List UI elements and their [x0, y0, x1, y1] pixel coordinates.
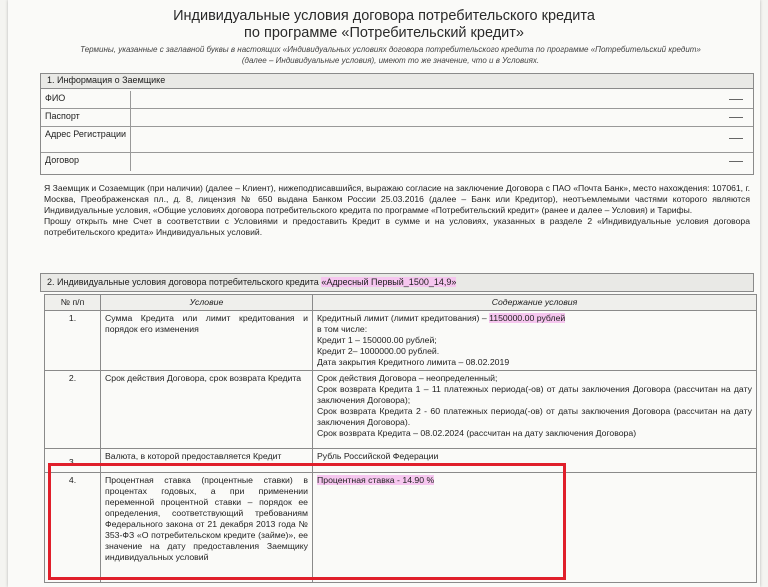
- column-header-content: Содержание условия: [313, 295, 757, 311]
- content-line: Срок возврата Кредита 1 – 11 платежных периода(-ов) от даты заключения Договора (рассчитан на дату заключения Договора);: [317, 384, 752, 405]
- table-row: [45, 311, 757, 371]
- interest-rate-callout: [48, 463, 566, 580]
- column-header-condition: Условие: [101, 295, 313, 311]
- credit-limit-amount: 1150000.00 рублей: [489, 313, 566, 323]
- credit-limit-line: [317, 313, 752, 324]
- content-line: Срок возврата Кредита – 08.02.2024 (рассчитан на дату заключения Договора): [317, 428, 637, 438]
- program-name: «Адресный Первый_1500_14,9»: [321, 277, 457, 287]
- field-row-address: [41, 127, 753, 153]
- consent-paragraph-2: Прошу открыть мне Счет в соответствии с Условиями и предоставить Кредит в сумме и на условиях, указанных в разделе 2 «Индивидуальные условия договора потребительского кредита» Индивидуальных условий.: [44, 216, 750, 237]
- interest-rate-value: Процентная ставка - 14.90 %: [317, 475, 435, 485]
- row-condition: Процентная ставка (процентные ставки) в процентах годовых, а при применении переменной процентной ставки – порядок ее определения, соответствующий требованиям Федерального закона от 21 декабря 2013 года № 353-ФЗ «О потребительском кредите (займе)», ее значение на дату предоставления Заемщику индивидуальных условий: [101, 473, 313, 583]
- document-title: Индивидуальные условия договора потребительского кредита: [173, 8, 595, 24]
- terms-note-line-2: (далее – Индивидуальные условия), имеют то же значение, что и в Условиях.: [241, 56, 540, 65]
- row-content: Рубль Российской Федерации: [313, 449, 757, 473]
- terms-note-line-1: Термины, указанные с заглавной буквы в настоящих «Индивидуальных условиях договора потребительского кредита по программе «Потребительский кредит»: [80, 45, 701, 54]
- content-line: Срок возврата Кредита 2 - 60 платежных периода(-ов) от даты заключения Договора (рассчитан на дату заключения Договора).: [317, 406, 752, 427]
- field-row-contract: [41, 153, 753, 171]
- consent-text: [44, 183, 750, 238]
- content-line: Срок действия Договора – неопределенный;: [317, 373, 498, 383]
- row-content: [313, 371, 757, 449]
- borrower-info-section: [40, 73, 754, 175]
- borrower-info-heading: 1. Информация о Заемщике: [41, 74, 753, 89]
- row-number: 3.: [45, 449, 101, 473]
- contract-label-text: Договор: [45, 155, 79, 165]
- field-dash: [729, 117, 743, 118]
- row-number: 1.: [45, 311, 101, 371]
- row-condition: Валюта, в которой предоставляется Кредит: [101, 449, 313, 473]
- table-header-row: [45, 295, 757, 311]
- document-page: [8, 0, 760, 587]
- consent-paragraph-1: Я Заемщик и Созаемщик (при наличии) (далее – Клиент), нижеподписавшийся, выражаю согласие на заключение Договора с ПАО «Почта Банк», место нахождения: 107061, г. Москва, Преображенская пл., д. 8, лицензия № 650 выдана Банком России 25.03.2016 (далее – Банк или Кредитор), неотъемлемыми частями которого являются Индивидуальные условия, «Общие условиях договора потребительского кредита по программе «Потребительский кредит» (ранее и далее – Условия) и Тарифы.: [44, 183, 750, 215]
- loan-terms-heading: [47, 277, 456, 288]
- column-header-number: № п/п: [45, 295, 101, 311]
- field-dash: [729, 99, 743, 100]
- loan-terms-heading-box: [40, 273, 754, 292]
- content-line: Дата закрытия Кредитного лимита – 08.02.2019: [317, 357, 510, 367]
- field-row-passport: [41, 109, 753, 127]
- field-label-passport: Паспорт: [41, 109, 131, 126]
- row-number: 2.: [45, 371, 101, 449]
- field-label-address: Адрес Регистрации: [41, 127, 131, 152]
- field-dash: [729, 161, 743, 162]
- field-label-fio: ФИО: [41, 91, 131, 108]
- row-number: 4.: [45, 473, 101, 583]
- row-content: [313, 311, 757, 371]
- field-row-fio: [41, 91, 753, 109]
- loan-terms-heading-text: 2. Индивидуальные условия договора потребительского кредита: [47, 277, 322, 287]
- field-label-contract: [41, 153, 131, 171]
- row-condition: Сумма Кредита или лимит кредитования и порядок его изменения: [101, 311, 313, 371]
- table-row: [45, 371, 757, 449]
- content-line: Кредит 1 – 150000.00 рублей;: [317, 335, 437, 345]
- content-line: в том числе:: [317, 324, 368, 334]
- document-subtitle: по программе «Потребительский кредит»: [244, 25, 524, 41]
- field-dash: [729, 138, 743, 139]
- content-line: Кредит 2– 1000000.00 рублей.: [317, 346, 440, 356]
- credit-limit-lead: Кредитный лимит (лимит кредитования) –: [317, 313, 490, 323]
- row-condition: Срок действия Договора, срок возврата Кредита: [101, 371, 313, 449]
